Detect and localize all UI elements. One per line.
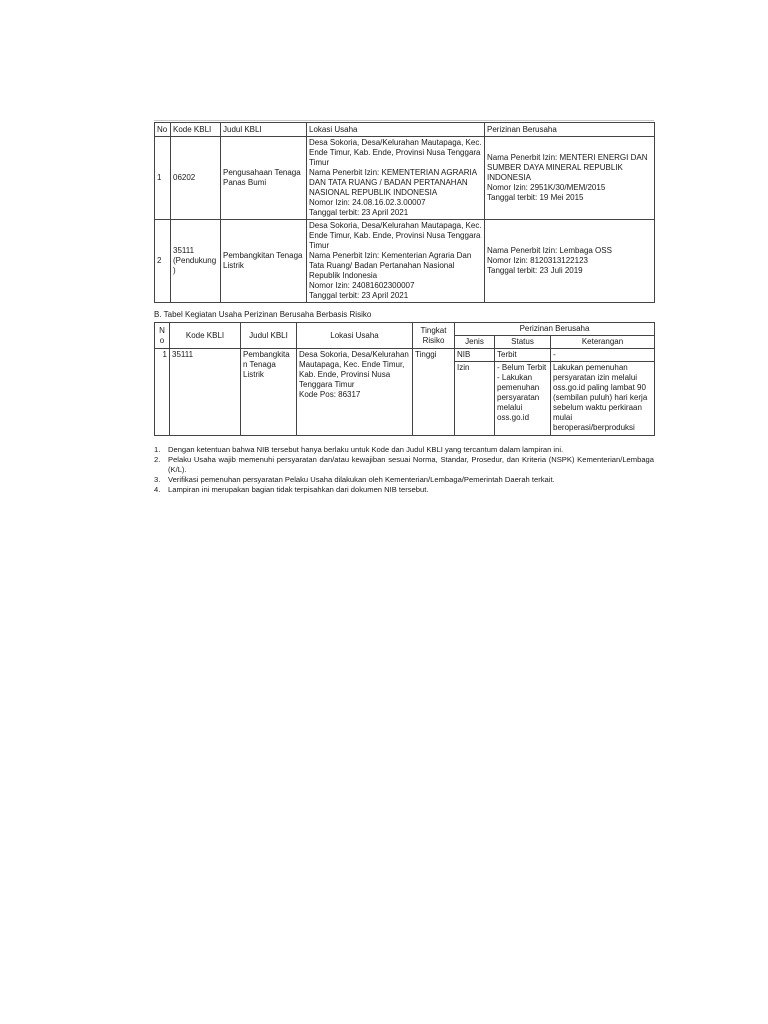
cell-keterangan: -	[551, 349, 655, 362]
lokasi-nomor-izin: Nomor Izin: 24.08.16.02.3.00007	[309, 198, 426, 207]
table-a-kbli	[154, 122, 655, 303]
table-b-header-row	[155, 323, 655, 336]
cell-kode-kbli: 06202	[171, 137, 221, 220]
lokasi-tanggal-terbit: Tanggal terbit: 23 April 2021	[309, 291, 409, 300]
header-no: No	[155, 323, 170, 349]
note-text: Pelaku Usaha wajib memenuhi persyaratan dan/atau kewajiban sesuai Norma, Standar, Prosedur, dan Kriteria (NSPK) Kementerian/Lembaga (K/L).	[168, 455, 654, 474]
table-row	[155, 220, 655, 303]
lokasi-address: Desa Sokoria, Desa/Kelurahan Mautapaga, Kec. Ende Timur, Kab. Ende, Provinsi Nusa Tenggara Timur	[299, 350, 409, 389]
cell-keterangan: Lakukan pemenuhan persyaratan izin melalui oss.go.id paling lambat 90 (sembilan puluh) hari kerja sebelum waktu perkiraan mulai beroperasi/berproduksi	[551, 362, 655, 436]
lokasi-address: Desa Sokoria, Desa/Kelurahan Mautapaga, Kec. Ende Timur, Kab. Ende, Provinsi Nusa Tenggara Timur	[309, 138, 482, 167]
note-text: Lampiran ini merupakan bagian tidak terpisahkan dari dokumen NIB tersebut.	[168, 485, 429, 494]
perizinan-tanggal-terbit: Tanggal terbit: 19 Mei 2015	[487, 193, 584, 202]
header-judul-kbli: Judul KBLI	[241, 323, 297, 349]
header-lokasi-usaha: Lokasi Usaha	[297, 323, 413, 349]
perizinan-penerbit: Nama Penerbit Izin: Lembaga OSS	[487, 246, 612, 255]
cell-status: Terbit	[495, 349, 551, 362]
header-keterangan: Keterangan	[551, 336, 655, 349]
cell-kode-kbli: 35111 (Pendukung)	[171, 220, 221, 303]
list-item	[154, 455, 654, 475]
header-perizinan-berusaha: Perizinan Berusaha	[455, 323, 655, 336]
perizinan-penerbit: Nama Penerbit Izin: MENTERI ENERGI DAN SUMBER DAYA MINERAL REPUBLIK INDONESIA	[487, 153, 648, 182]
table-row	[155, 137, 655, 220]
lokasi-nomor-izin: Nomor Izin: 24081602300007	[309, 281, 415, 290]
table-a-header-row	[155, 123, 655, 137]
cell-lokasi-usaha	[307, 220, 485, 303]
document-page	[154, 120, 654, 511]
cell-jenis: NIB	[455, 349, 495, 362]
list-item	[154, 445, 654, 455]
lokasi-penerbit: Nama Penerbit Izin: KEMENTERIAN AGRARIA DAN TATA RUANG / BADAN PERTANAHAN NASIONAL REPUBLIK INDONESIA	[309, 168, 477, 197]
header-no: No	[155, 123, 171, 137]
perizinan-tanggal-terbit: Tanggal terbit: 23 Juli 2019	[487, 266, 583, 275]
note-text: Verifikasi pemenuhan persyaratan Pelaku Usaha dilakukan oleh Kementerian/Lembaga/Pemerintah Daerah terkait.	[168, 475, 555, 484]
note-text: Dengan ketentuan bahwa NIB tersebut hanya berlaku untuk Kode dan Judul KBLI yang tercantum dalam lampiran ini.	[168, 445, 564, 454]
cell-perizinan-berusaha	[485, 137, 655, 220]
note-number: 4.	[154, 485, 161, 494]
lokasi-kode-pos: Kode Pos: 86317	[299, 390, 361, 399]
list-item	[154, 485, 654, 495]
lokasi-address: Desa Sokoria, Desa/Kelurahan Mautapaga, Kec. Ende Timur, Kab. Ende, Provinsi Nusa Tenggara Timur	[309, 221, 482, 250]
cell-jenis: Izin	[455, 362, 495, 436]
note-number: 2.	[154, 455, 161, 464]
list-item	[154, 475, 654, 485]
cell-no: 1	[155, 349, 170, 436]
header-jenis: Jenis	[455, 336, 495, 349]
cell-judul-kbli: Pembangkitan Tenaga Listrik	[241, 349, 297, 436]
perizinan-nomor-izin: Nomor Izin: 2951K/30/MEM/2015	[487, 183, 606, 192]
cell-tingkat-risiko: Tinggi	[413, 349, 455, 436]
lokasi-penerbit: Nama Penerbit Izin: Kementerian Agraria Dan Tata Ruang/ Badan Pertanahan Nasional Republik Indonesia	[309, 251, 472, 280]
cell-lokasi-usaha	[297, 349, 413, 436]
cell-judul-kbli: Pembangkitan Tenaga Listrik	[221, 220, 307, 303]
cell-status: - Belum Terbit - Lakukan pemenuhan persyaratan melalui oss.go.id	[495, 362, 551, 436]
header-perizinan-berusaha: Perizinan Berusaha	[485, 123, 655, 137]
lokasi-tanggal-terbit: Tanggal terbit: 23 April 2021	[309, 208, 409, 217]
cell-kode-kbli: 35111	[170, 349, 241, 436]
cell-judul-kbli: Pengusahaan Tenaga Panas Bumi	[221, 137, 307, 220]
header-kode-kbli: Kode KBLI	[170, 323, 241, 349]
cell-no: 2	[155, 220, 171, 303]
cell-no: 1	[155, 137, 171, 220]
header-judul-kbli: Judul KBLI	[221, 123, 307, 137]
notes-list	[154, 445, 654, 495]
header-status: Status	[495, 336, 551, 349]
header-lokasi-usaha: Lokasi Usaha	[307, 123, 485, 137]
cell-perizinan-berusaha	[485, 220, 655, 303]
header-tingkat-risiko: Tingkat Risiko	[413, 323, 455, 349]
note-number: 3.	[154, 475, 161, 484]
header-kode-kbli: Kode KBLI	[171, 123, 221, 137]
cell-lokasi-usaha	[307, 137, 485, 220]
perizinan-nomor-izin: Nomor Izin: 8120313122123	[487, 256, 588, 265]
table-row	[155, 349, 655, 362]
section-b-title: B. Tabel Kegiatan Usaha Perizinan Berusaha Berbasis Risiko	[154, 310, 372, 319]
table-b-risiko	[154, 322, 655, 436]
note-number: 1.	[154, 445, 161, 454]
